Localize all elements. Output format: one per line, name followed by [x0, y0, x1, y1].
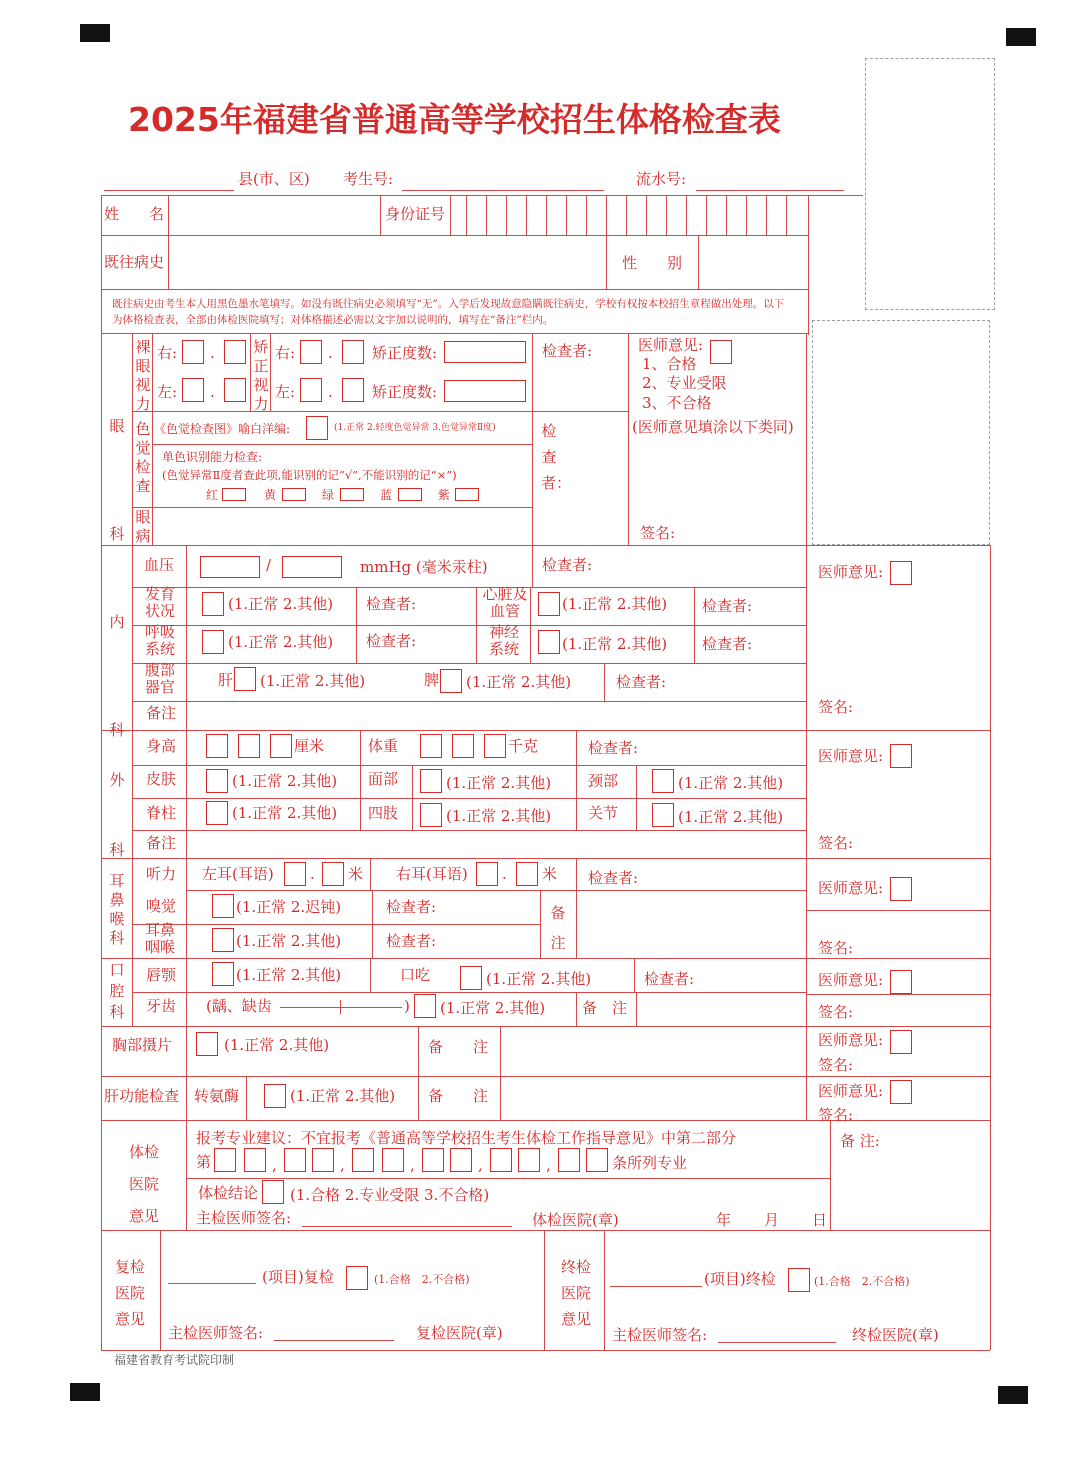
gender-label: 性 别 [622, 254, 683, 272]
smell-box[interactable] [212, 894, 234, 918]
final-box[interactable] [788, 1268, 810, 1292]
heart-label: 心脏及血管 [482, 585, 528, 620]
eye-sign: 签名: [640, 524, 676, 542]
smell-label: 嗅觉 [146, 897, 177, 915]
id-label: 身份证号 [385, 205, 446, 223]
surgery-remark: 备注 [146, 834, 177, 852]
color-green: 绿 [322, 488, 335, 502]
corrected-left-box-1[interactable] [300, 378, 322, 402]
hospital-doctor-sign: 主检医师签名: [196, 1209, 292, 1227]
throat-label: 耳鼻咽喉 [144, 921, 175, 956]
mono-title: 单色识别能力检查: [162, 450, 263, 464]
oral-doctor-opinion: 医师意见: [818, 971, 884, 989]
oral-remark: 备 注 [582, 999, 628, 1017]
stamp-area [812, 320, 990, 545]
weight-box-2[interactable] [452, 734, 474, 758]
limbs-box[interactable] [420, 803, 442, 827]
left-ear-label: 左耳(耳语) [202, 865, 274, 883]
clause-box-3b[interactable] [382, 1148, 404, 1172]
teeth-text: (龋、缺齿 [206, 997, 272, 1015]
clause-box-6b[interactable] [586, 1148, 608, 1172]
color-chart-box[interactable] [306, 416, 328, 440]
county-label: 县(市、区) [238, 170, 310, 188]
eye-examiner-1: 检查者: [542, 342, 593, 360]
right-ear-label: 右耳(耳语) [396, 865, 468, 883]
liver-fn-label: 肝功能检查 [104, 1087, 180, 1105]
final-item: (项目)终检 [704, 1270, 776, 1288]
ent-opinion-box[interactable] [890, 877, 912, 901]
ent-section-label: 耳鼻喉科 [109, 872, 125, 947]
color-yellow: 黄 [264, 488, 277, 502]
joints-label: 关节 [588, 804, 619, 822]
eye-opinion-box[interactable] [710, 340, 732, 364]
history-note: 既往病史由考生本人用黑色墨水笔填写。如没有既往病史必须填写“无”。入学后发现故意隐瞒既往病史，学校有权按本校招生章程做出处理。以下为体格检查表，全部由体检医院填写；对体格描述必需以文字加以说明的，填写在“备注”栏内。 [112, 298, 785, 326]
naked-left-box-1[interactable] [182, 378, 204, 402]
ent-doctor-opinion: 医师意见: [818, 879, 884, 897]
mono-desc: (色觉异常Ⅱ度者查此项,能识别的记“√”,不能识别的记“×”) [162, 468, 457, 482]
registration-mark-top-left [80, 24, 110, 42]
history-label: 既往病史 [104, 253, 165, 271]
clause-box-1a[interactable] [214, 1148, 236, 1172]
hearing-label: 听力 [146, 865, 177, 883]
final-label: 终检医院意见 [560, 1258, 591, 1328]
color-chart-options: (1.正常 2.轻度色觉异常 3.色觉异常Ⅱ度) [334, 423, 496, 433]
hospital-remark: 备 注: [840, 1132, 880, 1150]
clause-box-4b[interactable] [450, 1148, 472, 1172]
naked-left-box-2[interactable] [224, 378, 246, 402]
bp-label: 血压 [144, 556, 175, 574]
height-unit: 厘米 [294, 737, 325, 755]
internal-doctor-opinion: 医师意见: [818, 563, 884, 581]
naked-left-label: 左: [157, 383, 178, 401]
teeth-label: 牙齿 [146, 997, 177, 1015]
color-green-box[interactable] [340, 488, 364, 501]
recheck-box[interactable] [346, 1266, 368, 1290]
registration-mark-top-right [1006, 28, 1036, 46]
liver-fn-doctor-opinion: 医师意见: [818, 1082, 884, 1100]
neck-label: 颈部 [588, 772, 619, 790]
weight-unit: 千克 [508, 737, 539, 755]
color-red: 红 [206, 488, 219, 502]
heart-box[interactable] [538, 592, 560, 616]
spleen-box[interactable] [440, 669, 462, 693]
surgery-section-label: 外科 [109, 771, 125, 859]
final-doctor-sign: 主检医师签名: [612, 1326, 708, 1344]
stutter-label: 口吃 [400, 966, 431, 984]
conclusion-label: 体检结论 [198, 1184, 259, 1202]
ent-remark: 备注 [550, 904, 566, 952]
color-examiner-label: 检查者： [541, 422, 572, 492]
hospital-stamp: 体检医院(章) [532, 1211, 619, 1229]
height-box-1[interactable] [206, 734, 228, 758]
bp-unit: mmHg (毫米汞柱) [360, 558, 488, 576]
clause-box-5b[interactable] [518, 1148, 540, 1172]
internal-remark: 备注 [146, 704, 177, 722]
lips-label: 唇颚 [146, 966, 177, 984]
final-stamp: 终检医院(章) [852, 1326, 939, 1344]
corrected-left-box-2[interactable] [342, 378, 364, 402]
recheck-doctor-sign: 主检医师签名: [168, 1324, 264, 1342]
right-ear-box-1[interactable] [476, 862, 498, 886]
eye-disease-label: 眼病 [135, 508, 151, 545]
naked-right-label: 右: [157, 344, 178, 362]
chest-label: 胸部摄片 [112, 1036, 173, 1054]
recheck-stamp: 复检医院(章) [416, 1324, 503, 1342]
color-purple-box[interactable] [455, 488, 479, 501]
neck-box[interactable] [652, 769, 674, 793]
weight-label: 体重 [368, 737, 399, 755]
surgery-doctor-opinion: 医师意见: [818, 747, 884, 765]
resp-box[interactable] [202, 630, 224, 654]
corrected-right-box-2[interactable] [342, 340, 364, 364]
internal-section-label: 内科 [109, 613, 125, 739]
opinion-note: (医师意见填涂以下类同) [632, 418, 794, 436]
color-red-box[interactable] [222, 488, 246, 501]
serial-no-label: 流水号: [636, 170, 687, 188]
eye-section-label: 眼科 [109, 417, 125, 543]
clause-box-2b[interactable] [312, 1148, 334, 1172]
chest-opinion-box[interactable] [890, 1030, 912, 1054]
chest-doctor-opinion: 医师意见: [818, 1031, 884, 1049]
clause-box-1b[interactable] [244, 1148, 266, 1172]
exam-no-label: 考生号: [343, 170, 394, 188]
correction-deg-left-label: 矫正度数: [372, 383, 438, 401]
naked-vision-label: 裸眼视力 [135, 338, 151, 413]
correction-deg-left-box[interactable] [444, 380, 526, 402]
name-label: 姓 名 [104, 205, 165, 223]
corrected-vision-label: 矫正视力 [253, 338, 269, 413]
eye-doctor-opinion: 医师意见: [638, 336, 704, 354]
internal-sign: 签名: [818, 698, 854, 716]
oral-opinion-box[interactable] [890, 970, 912, 994]
registration-mark-bottom-right [998, 1386, 1028, 1404]
color-blue-box[interactable] [398, 488, 422, 501]
stutter-box[interactable] [460, 966, 482, 990]
clause-box-2a[interactable] [284, 1148, 306, 1172]
skin-box[interactable] [206, 769, 228, 793]
chest-box[interactable] [196, 1032, 218, 1056]
face-label: 面部 [368, 770, 399, 788]
weight-box-3[interactable] [484, 734, 506, 758]
nerve-box[interactable] [538, 630, 560, 654]
liver-label: 肝 [218, 671, 234, 689]
enzyme-box[interactable] [264, 1084, 286, 1108]
liver-fn-sign: 签名: [818, 1106, 854, 1124]
weight-box-1[interactable] [420, 734, 442, 758]
throat-box[interactable] [212, 928, 234, 952]
naked-right-box-2[interactable] [224, 340, 246, 364]
height-label: 身高 [146, 737, 177, 755]
abd-label: 腹部器官 [144, 661, 175, 696]
teeth-box[interactable] [414, 994, 436, 1018]
photo-area [865, 58, 995, 310]
face-box[interactable] [420, 769, 442, 793]
advice-text: 报考专业建议：不宜报考《普通高等学校招生考生体检工作指导意见》中第二部分 [196, 1129, 737, 1147]
resp-label: 呼吸系统 [144, 623, 175, 658]
chest-remark: 备 注 [428, 1038, 489, 1056]
dev-label: 发育状况 [144, 585, 175, 620]
surgery-sign: 签名: [818, 834, 854, 852]
ent-sign: 签名: [818, 939, 854, 957]
left-ear-box-1[interactable] [284, 862, 306, 886]
spine-box[interactable] [206, 801, 228, 825]
hospital-label: 体检医院意见 [128, 1143, 159, 1225]
joints-box[interactable] [652, 803, 674, 827]
bp-diastolic-box[interactable] [282, 556, 342, 578]
height-box-2[interactable] [238, 734, 260, 758]
limbs-label: 四肢 [368, 804, 399, 822]
nerve-label: 神经系统 [488, 623, 519, 658]
left-ear-box-2[interactable] [322, 862, 344, 886]
chest-sign: 签名: [818, 1056, 854, 1074]
clause-box-3a[interactable] [352, 1148, 374, 1172]
surgery-opinion-box[interactable] [890, 744, 912, 768]
bp-systolic-box[interactable] [200, 556, 260, 578]
clause-box-6a[interactable] [558, 1148, 580, 1172]
conclusion-box[interactable] [262, 1180, 284, 1204]
color-check-label: 色觉检查 [135, 420, 151, 495]
spine-label: 脊柱 [146, 804, 177, 822]
color-chart-text: 《色觉检查图》喻白洋编: [154, 422, 291, 436]
clause-box-4a[interactable] [422, 1148, 444, 1172]
liver-fn-remark: 备 注 [428, 1087, 489, 1105]
enzyme-label: 转氨酶 [194, 1087, 240, 1105]
liver-fn-opinion-box[interactable] [890, 1080, 912, 1104]
corrected-right-box-1[interactable] [300, 340, 322, 364]
skin-label: 皮肤 [146, 770, 177, 788]
dev-box[interactable] [202, 592, 224, 616]
footer-printer: 福建省教育考试院印制 [114, 1353, 235, 1367]
recheck-label: 复检医院意见 [114, 1258, 145, 1328]
color-purple: 紫 [438, 488, 451, 502]
oral-section-label: 口腔科 [109, 961, 125, 1021]
recheck-item: (项目)复检 [262, 1268, 334, 1286]
correction-deg-right-label: 矫正度数: [372, 344, 438, 362]
internal-opinion-box[interactable] [890, 561, 912, 585]
color-blue: 蓝 [380, 488, 393, 502]
form-title: 2025年福建省普通高等学校招生体格检查表 [128, 100, 781, 139]
naked-right-box-1[interactable] [182, 340, 204, 364]
correction-deg-right-box[interactable] [444, 341, 526, 363]
liver-box[interactable] [234, 667, 256, 691]
registration-mark-bottom-left [70, 1383, 100, 1401]
bp-examiner: 检查者: [542, 556, 593, 574]
clause-box-5a[interactable] [490, 1148, 512, 1172]
color-yellow-box[interactable] [282, 488, 306, 501]
spleen-label: 脾 [424, 671, 440, 689]
right-ear-box-2[interactable] [516, 862, 538, 886]
lips-box[interactable] [212, 962, 234, 986]
oral-sign: 签名: [818, 1003, 854, 1021]
height-box-3[interactable] [270, 734, 292, 758]
